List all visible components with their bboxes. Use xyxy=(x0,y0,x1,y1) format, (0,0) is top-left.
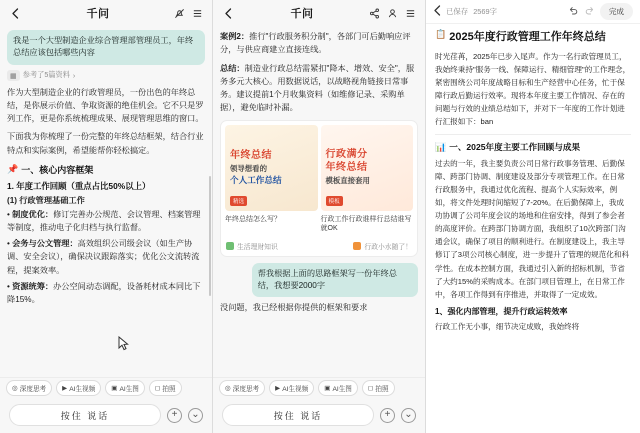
list-icon[interactable] xyxy=(190,6,205,21)
thumb-title-line3: 个人工作总结 xyxy=(230,174,282,185)
subsection-label-basic-work: (1) 行政管理基础工作 xyxy=(7,196,85,205)
user-message-row xyxy=(220,263,418,298)
summary-paragraph xyxy=(220,62,418,115)
thumbnail-image[interactable] xyxy=(225,125,318,211)
image-icon: ▣ xyxy=(324,384,331,392)
card-sources xyxy=(221,238,417,256)
case-text: 推行"行政服务积分制"，各部门可后勤响应评分，与供应商建立直接连线。 xyxy=(220,32,411,55)
pane3-header xyxy=(426,0,640,24)
document-pane-right xyxy=(426,0,640,433)
thumb-title-line3: 模板直接套用 xyxy=(325,176,370,185)
thumb-title-line1: 行政满分 xyxy=(325,149,368,160)
summary-text: 制造业行政总结需紧扣"降本、增效、安全"，服务多元大核心。用数据说话，以战略视角链接日常事务。建议提前1个月收集资料（如维修记录、采购单据），避免临时补漏。 xyxy=(220,63,415,113)
more-icon[interactable]: ⌄ xyxy=(401,408,416,423)
green-square-icon xyxy=(226,242,234,250)
bullet-label: 制度优化： xyxy=(12,210,54,219)
pane1-title: 千问 xyxy=(86,8,110,20)
chevron-left-icon[interactable] xyxy=(7,6,22,21)
assistant-reply-text: 没问题，我已经根据你提供的框架和要求 xyxy=(220,303,368,313)
reference-row[interactable] xyxy=(7,70,205,81)
assistant-paragraph-2: 下面我为你梳理了一份完整的年终总结框架，结合行业特点和实际案例，希望能帮你轻松搞定。 xyxy=(7,132,204,155)
user-icon[interactable] xyxy=(385,6,400,21)
chevron-left-icon[interactable] xyxy=(433,5,441,18)
thumb-title-line1: 年终总结 xyxy=(230,149,272,161)
document-section-heading-1: 📊 一、2025年度主要工作回顾与成果 xyxy=(435,141,581,153)
camera-icon: ◻ xyxy=(154,384,161,392)
chip-deep-think[interactable]: ◎ 深度思考 xyxy=(6,380,52,396)
save-status: 已保存 xyxy=(446,7,469,16)
thumbnail-image[interactable] xyxy=(321,125,414,211)
document-section-heading-2: 1、强化内部管理，提升行政运转效率 xyxy=(435,306,568,316)
chip-ai-image[interactable]: ▣ AI生图 xyxy=(105,380,145,396)
section-heading-core-framework: 📌 一、核心内容框架 xyxy=(7,164,94,175)
orange-square-icon xyxy=(353,242,361,250)
pin-icon: 📌 xyxy=(7,164,19,174)
clipboard-icon: 📋 xyxy=(435,29,447,39)
pane1-header xyxy=(0,0,212,26)
chart-icon: 📊 xyxy=(435,141,447,152)
chip-ai-video[interactable]: ▶ AI生视频 xyxy=(56,380,101,396)
pane1-conversation[interactable] xyxy=(0,26,212,377)
thumb-badge: 模板 xyxy=(326,196,343,206)
reference-card[interactable] xyxy=(220,120,418,257)
reference-label: 参考了5篇资料 xyxy=(22,70,70,80)
bullet-label: 资源统筹： xyxy=(12,281,54,291)
chip-camera[interactable]: ◻ 拍照 xyxy=(362,380,395,396)
document-intro: 时光荏苒，2025年已步入尾声。作为一名行政管理员工，我始终秉持"服务一线、保障运行、精细管理"的工作理念，紧密围绕公司年度战略目标和生产经营中心任务，忙于保障行政后勤运行效率。现将本年度主要工作情况、存在的问题与行效的业绩总结如下，并对下一年度的工作计划进行汇报如下：ban xyxy=(435,51,631,127)
share-icon[interactable] xyxy=(367,6,382,21)
thumb-title-line2: 年终总结 xyxy=(325,161,368,173)
list-item: • 制度优化：修订完善办公规范、会议管理、档案管理等制度，推动电子化归档与执行监督。 xyxy=(7,210,201,233)
pane2-header xyxy=(213,0,425,26)
video-icon: ▶ xyxy=(62,384,68,392)
subsection-heading-year-review: 1. 年度工作回顾（重点占比50%以上） xyxy=(7,181,151,191)
source-label: 生活理财知识 xyxy=(237,243,278,251)
done-button[interactable]: 完成 xyxy=(600,3,633,20)
pane2-toolbar xyxy=(213,377,425,397)
user-message-bubble: 帮我根据上面的思路框架写一份年终总结，我想要2000字 xyxy=(252,263,418,298)
document-title: 📋 2025年度行政管理工作年终总结 xyxy=(435,29,606,43)
user-message-bubble: 我是一个大型制造企业综合管理部管理员工，年终总结应该包括哪些内容 xyxy=(7,30,205,65)
bullet-label: 会务与公文管理： xyxy=(12,239,78,249)
camera-icon: ◻ xyxy=(367,384,374,392)
pane2-input-bar xyxy=(213,397,425,433)
brain-icon: ◎ xyxy=(12,384,18,392)
pane2-title: 千问 xyxy=(290,8,314,20)
thumb-title-line2: 领导想看的 xyxy=(230,164,267,174)
bullet-text: 修订完善办公规范、会议管理、档案管理等制度，推动电子化归档与执行监督。 xyxy=(7,210,201,233)
document-body[interactable] xyxy=(426,24,640,433)
brain-icon: ◎ xyxy=(225,384,231,392)
case-label: 案例2： xyxy=(220,32,250,41)
chip-ai-image[interactable]: ▣ AI生图 xyxy=(318,380,358,396)
hold-to-talk-button[interactable]: 按住 说话 xyxy=(9,404,161,426)
video-icon: ▶ xyxy=(275,384,281,392)
more-icon[interactable]: ⌄ xyxy=(188,408,203,423)
undo-icon[interactable] xyxy=(568,5,579,18)
list-item: • 资源统筹：办公空间动态调配，设备耗材成本同比下降15%。 xyxy=(7,281,201,304)
chip-ai-video[interactable]: ▶ AI生视频 xyxy=(269,380,314,396)
pane1-input-bar xyxy=(0,397,212,433)
thumb-badge: 精选 xyxy=(230,196,247,206)
chip-camera[interactable]: ◻ 拍照 xyxy=(149,380,182,396)
list-icon[interactable] xyxy=(403,6,418,21)
card-caption: 行政工作行政谁样行总结谁写就OK xyxy=(320,215,412,233)
card-thumbnails xyxy=(221,121,417,215)
plus-icon[interactable]: + xyxy=(167,408,182,423)
redo-icon[interactable] xyxy=(584,5,595,18)
summary-label: 总结： xyxy=(220,63,245,73)
bullet-text: 办公空间动态调配，设备耗材成本同比下降15%。 xyxy=(7,281,201,304)
chevron-left-icon[interactable] xyxy=(220,6,235,21)
chat-pane-middle xyxy=(213,0,426,433)
char-count: 2569字 xyxy=(473,7,498,16)
image-icon: ▣ xyxy=(111,384,118,392)
document-section-1-paragraph: 过去的一年，我主要负责公司日常行政事务管理、后勤保障、跨部门协调、制度建设及部分专项管理工作。在日常行政服务中，我通过优化流程、提高个人实际效率，例如，将文件处理时间缩短了7-20%。在后勤保障上，我成功协调了公司年度会议的场地和住宿安排，得到了参会者的高度评价。在跨部门协调方面，我组织了10次跨部门沟通会议，确保了项目的顺利进行。在制度建设上，我主导修订了3项公司核心制度，进一步提升了管理的规范化和科学性。在成本控制方面，我通过引入新的招标机制，节省了大约15%的采购成本。在部门项目管理上，在日常工作中，各项工作得到有序推进，并取得了一定成效。 xyxy=(435,159,630,299)
card-caption: 年终总结怎么写？ xyxy=(225,215,281,223)
case-paragraph xyxy=(220,30,418,57)
document-section-2-paragraph: 行政工作无小事，细节决定成败，我始终将 xyxy=(435,321,580,331)
card-captions xyxy=(221,215,417,238)
chevron-right-icon[interactable]: › xyxy=(72,70,76,80)
chat-pane-left xyxy=(0,0,213,433)
reference-badge-icon: ▦ xyxy=(7,70,20,81)
mouse-cursor xyxy=(118,336,129,351)
chip-deep-think[interactable]: ◎ 深度思考 xyxy=(219,380,265,396)
plus-icon[interactable]: + xyxy=(380,408,395,423)
pane1-toolbar xyxy=(0,377,212,397)
list-item: • 会务与公文管理：高效组织公司级会议（如生产协调、安全会议），确保决议跟踪落实；优化公文流转流程，提案效率。 xyxy=(7,239,200,275)
source-label: 行政小水随了！ xyxy=(364,243,412,251)
scrollbar[interactable] xyxy=(209,176,211,296)
pane2-conversation[interactable] xyxy=(213,26,425,377)
divider xyxy=(435,134,631,135)
bell-off-icon[interactable] xyxy=(172,6,187,21)
assistant-paragraph-1: 作为大型制造企业的行政管理员，一份出色的年终总结，是你展示价值、争取资源的绝佳机会。它不只是罗列工作，更是你系统梳理成果、展现管理思维的窗口。 xyxy=(7,87,204,124)
bullet-text: 高效组织公司级会议（如生产协调、安全会议），确保决议跟踪落实；优化公文流转流程，提案效率。 xyxy=(7,239,200,275)
hold-to-talk-button[interactable]: 按住 说话 xyxy=(222,404,374,426)
